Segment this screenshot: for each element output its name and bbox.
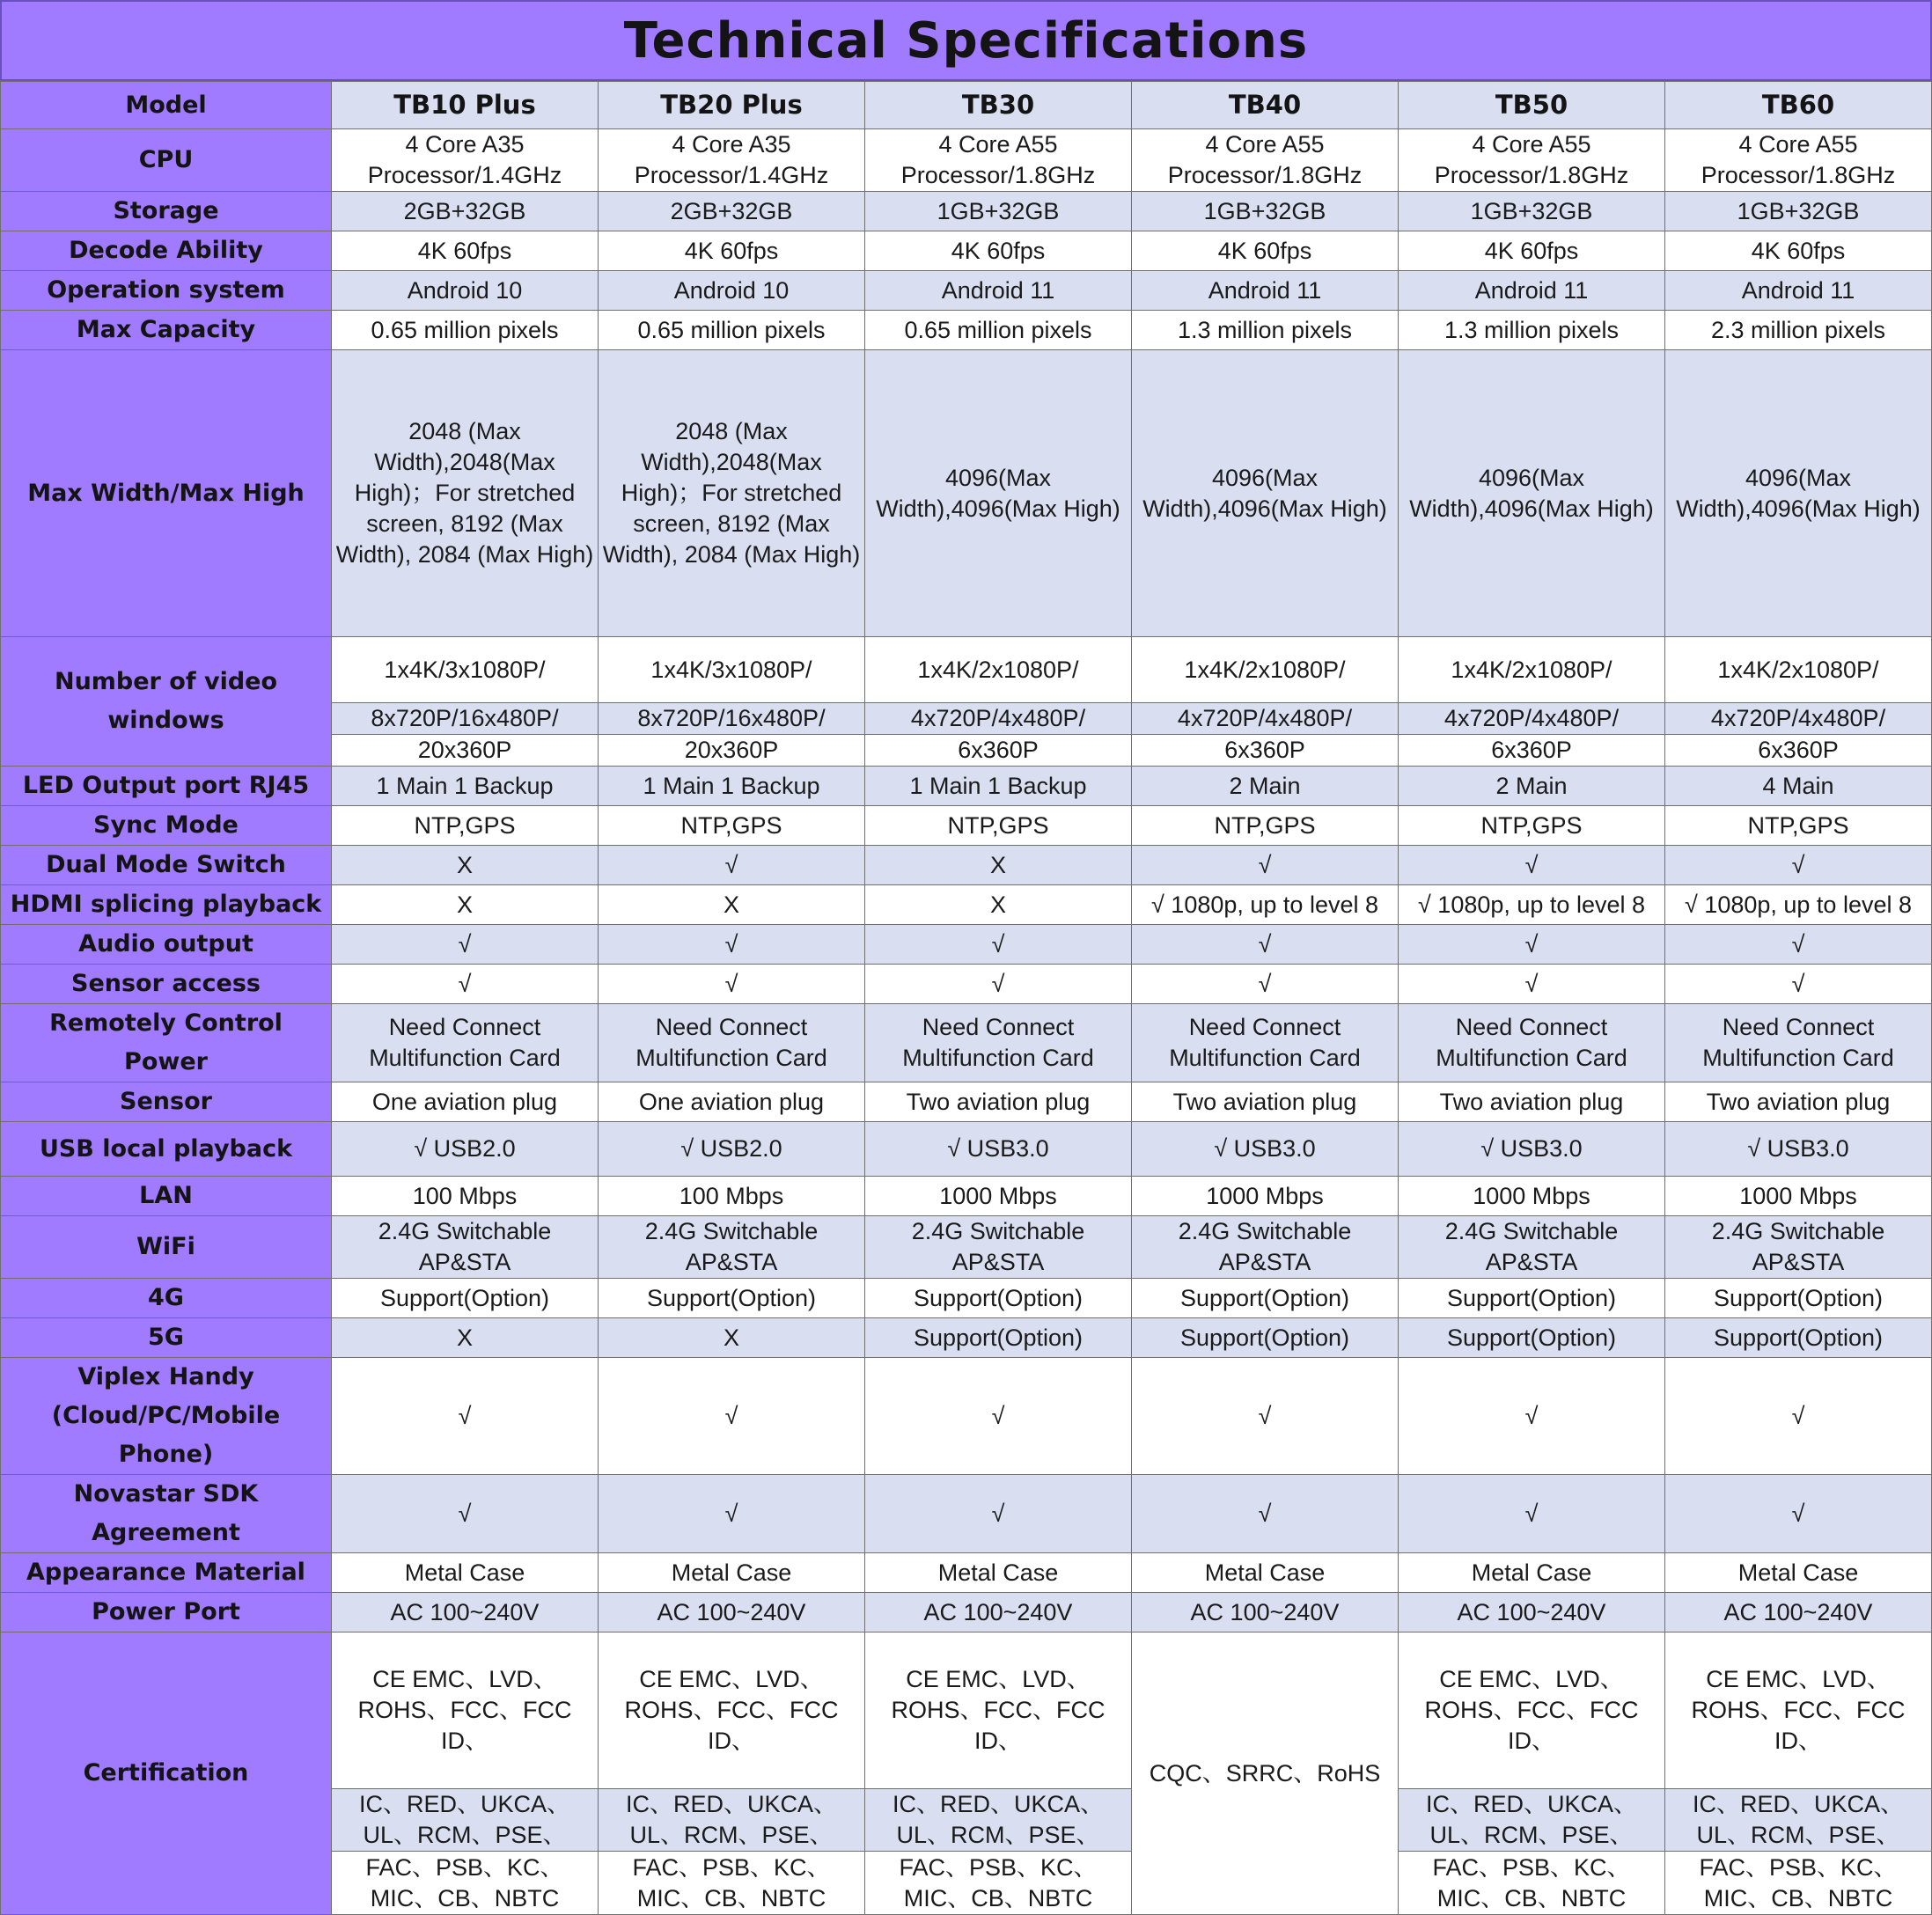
cell: NTP,GPS <box>599 806 865 846</box>
cell: AC 100~240V <box>865 1593 1132 1633</box>
row-label: Decode Ability <box>1 231 332 271</box>
cell: AC 100~240V <box>599 1593 865 1633</box>
table-row <box>1 1593 1932 1633</box>
cell: 2GB+32GB <box>332 192 599 231</box>
cell: 4K 60fps <box>1665 231 1932 271</box>
cell: 1.3 million pixels <box>1132 311 1399 350</box>
row-label: Max Capacity <box>1 311 332 350</box>
cell: 4K 60fps <box>865 231 1132 271</box>
cell: Android 11 <box>1399 271 1665 311</box>
table-row <box>1 350 1932 637</box>
cell: √ <box>1132 965 1399 1004</box>
model-name: TB30 <box>865 82 1132 129</box>
cell: Metal Case <box>865 1553 1132 1593</box>
table-row <box>1 129 1932 192</box>
cell: √ <box>1399 1475 1665 1553</box>
table-row <box>1 806 1932 846</box>
cell: Support(Option) <box>865 1279 1132 1318</box>
table-row <box>1 1177 1932 1216</box>
cell: 1000 Mbps <box>1132 1177 1399 1216</box>
cell: IC、RED、UKCA、UL、RCM、PSE、 <box>1665 1789 1932 1852</box>
cell: 100 Mbps <box>332 1177 599 1216</box>
cell: 4x720P/4x480P/ <box>865 703 1132 735</box>
model-name: TB60 <box>1665 82 1932 129</box>
cell: √ USB3.0 <box>1665 1122 1932 1177</box>
cell: 4 Core A55 Processor/1.8GHz <box>865 129 1132 192</box>
cell: Android 11 <box>1132 271 1399 311</box>
cell: 2.4G Switchable AP&STA <box>599 1216 865 1279</box>
cell: 8x720P/16x480P/ <box>332 703 599 735</box>
row-label: Storage <box>1 192 332 231</box>
cell: √ <box>599 965 865 1004</box>
cell: 1x4K/2x1080P/ <box>1665 637 1932 703</box>
cell: NTP,GPS <box>1399 806 1665 846</box>
cell: Android 10 <box>599 271 865 311</box>
cell: 1x4K/3x1080P/ <box>332 637 599 703</box>
cell: Need Connect Multifunction Card <box>1399 1004 1665 1082</box>
cell: Android 11 <box>865 271 1132 311</box>
cell: Support(Option) <box>1665 1279 1932 1318</box>
cell: Two aviation plug <box>1665 1082 1932 1122</box>
cell: √ <box>332 1358 599 1475</box>
table-row <box>1 231 1932 271</box>
cell: 2 Main <box>1132 767 1399 806</box>
cell: √ <box>1132 846 1399 885</box>
cell: Need Connect Multifunction Card <box>599 1004 865 1082</box>
cell: 1 Main 1 Backup <box>332 767 599 806</box>
row-label: USB local playback <box>1 1122 332 1177</box>
cell: CE EMC、LVD、ROHS、FCC、FCC ID、 <box>1399 1633 1665 1789</box>
table-row <box>1 311 1932 350</box>
cell: Two aviation plug <box>1132 1082 1399 1122</box>
cell: 4096(Max Width),4096(Max High) <box>865 350 1132 637</box>
cell: NTP,GPS <box>332 806 599 846</box>
cell: 2GB+32GB <box>599 192 865 231</box>
cell: 2.4G Switchable AP&STA <box>332 1216 599 1279</box>
cell: AC 100~240V <box>1665 1593 1932 1633</box>
table-row <box>1 1553 1932 1593</box>
cell: 6x360P <box>1665 735 1932 767</box>
cell: √ <box>1132 1358 1399 1475</box>
cell: Support(Option) <box>865 1318 1132 1358</box>
cell: AC 100~240V <box>1132 1593 1399 1633</box>
cell: √ <box>1399 1358 1665 1475</box>
cell: 0.65 million pixels <box>865 311 1132 350</box>
cell: X <box>865 885 1132 925</box>
table-row <box>1 637 1932 703</box>
cell: X <box>865 846 1132 885</box>
cell: Support(Option) <box>1665 1318 1932 1358</box>
cell: √ <box>599 1358 865 1475</box>
cell: 2.4G Switchable AP&STA <box>1399 1216 1665 1279</box>
cell: √ USB3.0 <box>1399 1122 1665 1177</box>
row-label: Dual Mode Switch <box>1 846 332 885</box>
cell: CE EMC、LVD、ROHS、FCC、FCC ID、 <box>1665 1633 1932 1789</box>
cell: Metal Case <box>599 1553 865 1593</box>
model-name: TB20 Plus <box>599 82 865 129</box>
cell: Support(Option) <box>1399 1279 1665 1318</box>
cell: 1GB+32GB <box>1132 192 1399 231</box>
model-name: TB10 Plus <box>332 82 599 129</box>
cell: X <box>332 846 599 885</box>
table-row <box>1 1358 1932 1475</box>
cell: 0.65 million pixels <box>599 311 865 350</box>
row-label: 4G <box>1 1279 332 1318</box>
cell: 4K 60fps <box>1399 231 1665 271</box>
cell: X <box>332 885 599 925</box>
cell: Support(Option) <box>1132 1318 1399 1358</box>
cell: X <box>599 1318 865 1358</box>
cell: 1x4K/2x1080P/ <box>1399 637 1665 703</box>
cell: NTP,GPS <box>1665 806 1932 846</box>
cell: 2.4G Switchable AP&STA <box>1665 1216 1932 1279</box>
cell: 4x720P/4x480P/ <box>1132 703 1399 735</box>
cell: X <box>599 885 865 925</box>
cell: √ <box>1399 965 1665 1004</box>
row-label: HDMI splicing playback <box>1 885 332 925</box>
cell: 2048 (Max Width),2048(Max High)；For stretched screen, 8192 (Max Width), 2084 (Max High) <box>332 350 599 637</box>
cell: √ <box>599 925 865 965</box>
cell: 1.3 million pixels <box>1399 311 1665 350</box>
cell: √ USB2.0 <box>599 1122 865 1177</box>
cell: FAC、PSB、KC、MIC、CB、NBTC <box>1665 1852 1932 1915</box>
cell: 1GB+32GB <box>1665 192 1932 231</box>
cell: Need Connect Multifunction Card <box>332 1004 599 1082</box>
cell: √ <box>865 965 1132 1004</box>
cell: √ <box>1132 925 1399 965</box>
cell: Metal Case <box>1132 1553 1399 1593</box>
cell: Support(Option) <box>1132 1279 1399 1318</box>
cell: Need Connect Multifunction Card <box>865 1004 1132 1082</box>
table-row <box>1 846 1932 885</box>
cell: 1x4K/2x1080P/ <box>865 637 1132 703</box>
model-name: TB50 <box>1399 82 1665 129</box>
cell: √ <box>865 1475 1132 1553</box>
cell: NTP,GPS <box>1132 806 1399 846</box>
cell: Metal Case <box>1399 1553 1665 1593</box>
cell: √ <box>1665 846 1932 885</box>
cell: One aviation plug <box>599 1082 865 1122</box>
cell: 2.3 million pixels <box>1665 311 1932 350</box>
cell: AC 100~240V <box>332 1593 599 1633</box>
cell: IC、RED、UKCA、UL、RCM、PSE、 <box>1399 1789 1665 1852</box>
cell: √ <box>1132 1475 1399 1553</box>
cell: 4 Core A55 Processor/1.8GHz <box>1132 129 1399 192</box>
cell: √ 1080p, up to level 8 <box>1665 885 1932 925</box>
cell: √ <box>599 846 865 885</box>
table-row <box>1 767 1932 806</box>
cell: One aviation plug <box>332 1082 599 1122</box>
spec-table <box>0 81 1932 1915</box>
cell: 1x4K/3x1080P/ <box>599 637 865 703</box>
cell: Support(Option) <box>332 1279 599 1318</box>
cell: √ <box>1665 925 1932 965</box>
cell: 20x360P <box>332 735 599 767</box>
cell: 1 Main 1 Backup <box>865 767 1132 806</box>
cell: X <box>332 1318 599 1358</box>
cell: 2.4G Switchable AP&STA <box>1132 1216 1399 1279</box>
cell: CQC、SRRC、RoHS <box>1132 1633 1399 1915</box>
page-title: Technical Specifications <box>623 11 1309 70</box>
cell: √ 1080p, up to level 8 <box>1132 885 1399 925</box>
cell: 100 Mbps <box>599 1177 865 1216</box>
row-label: Max Width/Max High <box>1 350 332 637</box>
row-label: Operation system <box>1 271 332 311</box>
table-row <box>1 192 1932 231</box>
cell: Support(Option) <box>599 1279 865 1318</box>
cell: 4K 60fps <box>1132 231 1399 271</box>
cell: Metal Case <box>332 1553 599 1593</box>
cell: √ <box>332 965 599 1004</box>
cell: 0.65 million pixels <box>332 311 599 350</box>
table-header-row <box>1 82 1932 129</box>
table-row <box>1 1633 1932 1789</box>
cell: 4 Core A35 Processor/1.4GHz <box>332 129 599 192</box>
cell: √ <box>1399 846 1665 885</box>
cell: √ USB3.0 <box>1132 1122 1399 1177</box>
cell: Need Connect Multifunction Card <box>1665 1004 1932 1082</box>
cell: 4x720P/4x480P/ <box>1399 703 1665 735</box>
cell: 6x360P <box>1132 735 1399 767</box>
cell: Two aviation plug <box>1399 1082 1665 1122</box>
cell: Two aviation plug <box>865 1082 1132 1122</box>
row-label: LED Output port RJ45 <box>1 767 332 806</box>
cell: √ <box>865 1358 1132 1475</box>
model-name: TB40 <box>1132 82 1399 129</box>
cell: FAC、PSB、KC、MIC、CB、NBTC <box>332 1852 599 1915</box>
cell: 4096(Max Width),4096(Max High) <box>1665 350 1932 637</box>
table-row <box>1 1082 1932 1122</box>
cell: √ USB3.0 <box>865 1122 1132 1177</box>
table-row <box>1 1216 1932 1279</box>
cell: Metal Case <box>1665 1553 1932 1593</box>
cell: 6x360P <box>865 735 1132 767</box>
cell: 1GB+32GB <box>865 192 1132 231</box>
table-row <box>1 1004 1932 1082</box>
cell: √ <box>1665 965 1932 1004</box>
cell: 1000 Mbps <box>865 1177 1132 1216</box>
row-label: Sync Mode <box>1 806 332 846</box>
table-row <box>1 965 1932 1004</box>
cell: 20x360P <box>599 735 865 767</box>
row-label: 5G <box>1 1318 332 1358</box>
title-bar <box>0 0 1932 81</box>
row-label: Sensor access <box>1 965 332 1004</box>
cell: Android 11 <box>1665 271 1932 311</box>
cell: 8x720P/16x480P/ <box>599 703 865 735</box>
cell: √ <box>332 925 599 965</box>
row-label: Power Port <box>1 1593 332 1633</box>
cell: 4 Main <box>1665 767 1932 806</box>
cell: √ <box>332 1475 599 1553</box>
table-row <box>1 885 1932 925</box>
cell: √ <box>1665 1475 1932 1553</box>
row-label: WiFi <box>1 1216 332 1279</box>
cell: 1 Main 1 Backup <box>599 767 865 806</box>
cell: 1000 Mbps <box>1665 1177 1932 1216</box>
cell: FAC、PSB、KC、MIC、CB、NBTC <box>865 1852 1132 1915</box>
cell: Android 10 <box>332 271 599 311</box>
cell: 1GB+32GB <box>1399 192 1665 231</box>
row-label: Certification <box>1 1633 332 1915</box>
row-label: Model <box>1 82 332 129</box>
cell: 4K 60fps <box>332 231 599 271</box>
cell: 6x360P <box>1399 735 1665 767</box>
table-row <box>1 1279 1932 1318</box>
cell: 4K 60fps <box>599 231 865 271</box>
row-label: Novastar SDK Agreement <box>1 1475 332 1553</box>
cell: √ <box>1665 1358 1932 1475</box>
cell: CE EMC、LVD、ROHS、FCC、FCC ID、 <box>865 1633 1132 1789</box>
table-row <box>1 271 1932 311</box>
cell: AC 100~240V <box>1399 1593 1665 1633</box>
cell: √ <box>599 1475 865 1553</box>
row-label: Sensor <box>1 1082 332 1122</box>
cell: 4096(Max Width),4096(Max High) <box>1132 350 1399 637</box>
cell: √ 1080p, up to level 8 <box>1399 885 1665 925</box>
cell: √ <box>865 925 1132 965</box>
cell: IC、RED、UKCA、UL、RCM、PSE、 <box>332 1789 599 1852</box>
cell: IC、RED、UKCA、UL、RCM、PSE、 <box>865 1789 1132 1852</box>
row-label: Remotely Control Power <box>1 1004 332 1082</box>
cell: √ <box>1399 925 1665 965</box>
cell: CE EMC、LVD、ROHS、FCC、FCC ID、 <box>332 1633 599 1789</box>
cell: FAC、PSB、KC、MIC、CB、NBTC <box>1399 1852 1665 1915</box>
cell: 1x4K/2x1080P/ <box>1132 637 1399 703</box>
cell: 2048 (Max Width),2048(Max High)；For stretched screen, 8192 (Max Width), 2084 (Max High) <box>599 350 865 637</box>
table-row <box>1 1122 1932 1177</box>
cell: 4 Core A55 Processor/1.8GHz <box>1399 129 1665 192</box>
cell: 4 Core A55 Processor/1.8GHz <box>1665 129 1932 192</box>
row-label: LAN <box>1 1177 332 1216</box>
cell: NTP,GPS <box>865 806 1132 846</box>
row-label: Appearance Material <box>1 1553 332 1593</box>
cell: Need Connect Multifunction Card <box>1132 1004 1399 1082</box>
row-label: Audio output <box>1 925 332 965</box>
cell: √ USB2.0 <box>332 1122 599 1177</box>
cell: FAC、PSB、KC、MIC、CB、NBTC <box>599 1852 865 1915</box>
cell: 4096(Max Width),4096(Max High) <box>1399 350 1665 637</box>
cell: IC、RED、UKCA、UL、RCM、PSE、 <box>599 1789 865 1852</box>
row-label: CPU <box>1 129 332 192</box>
table-row <box>1 1475 1932 1553</box>
row-label: Number of video windows <box>1 637 332 767</box>
row-label: Viplex Handy (Cloud/PC/Mobile Phone) <box>1 1358 332 1475</box>
cell: 4x720P/4x480P/ <box>1665 703 1932 735</box>
table-row <box>1 925 1932 965</box>
cell: 4 Core A35 Processor/1.4GHz <box>599 129 865 192</box>
cell: 1000 Mbps <box>1399 1177 1665 1216</box>
cell: CE EMC、LVD、ROHS、FCC、FCC ID、 <box>599 1633 865 1789</box>
cell: 2.4G Switchable AP&STA <box>865 1216 1132 1279</box>
table-row <box>1 1318 1932 1358</box>
cell: 2 Main <box>1399 767 1665 806</box>
cell: Support(Option) <box>1399 1318 1665 1358</box>
